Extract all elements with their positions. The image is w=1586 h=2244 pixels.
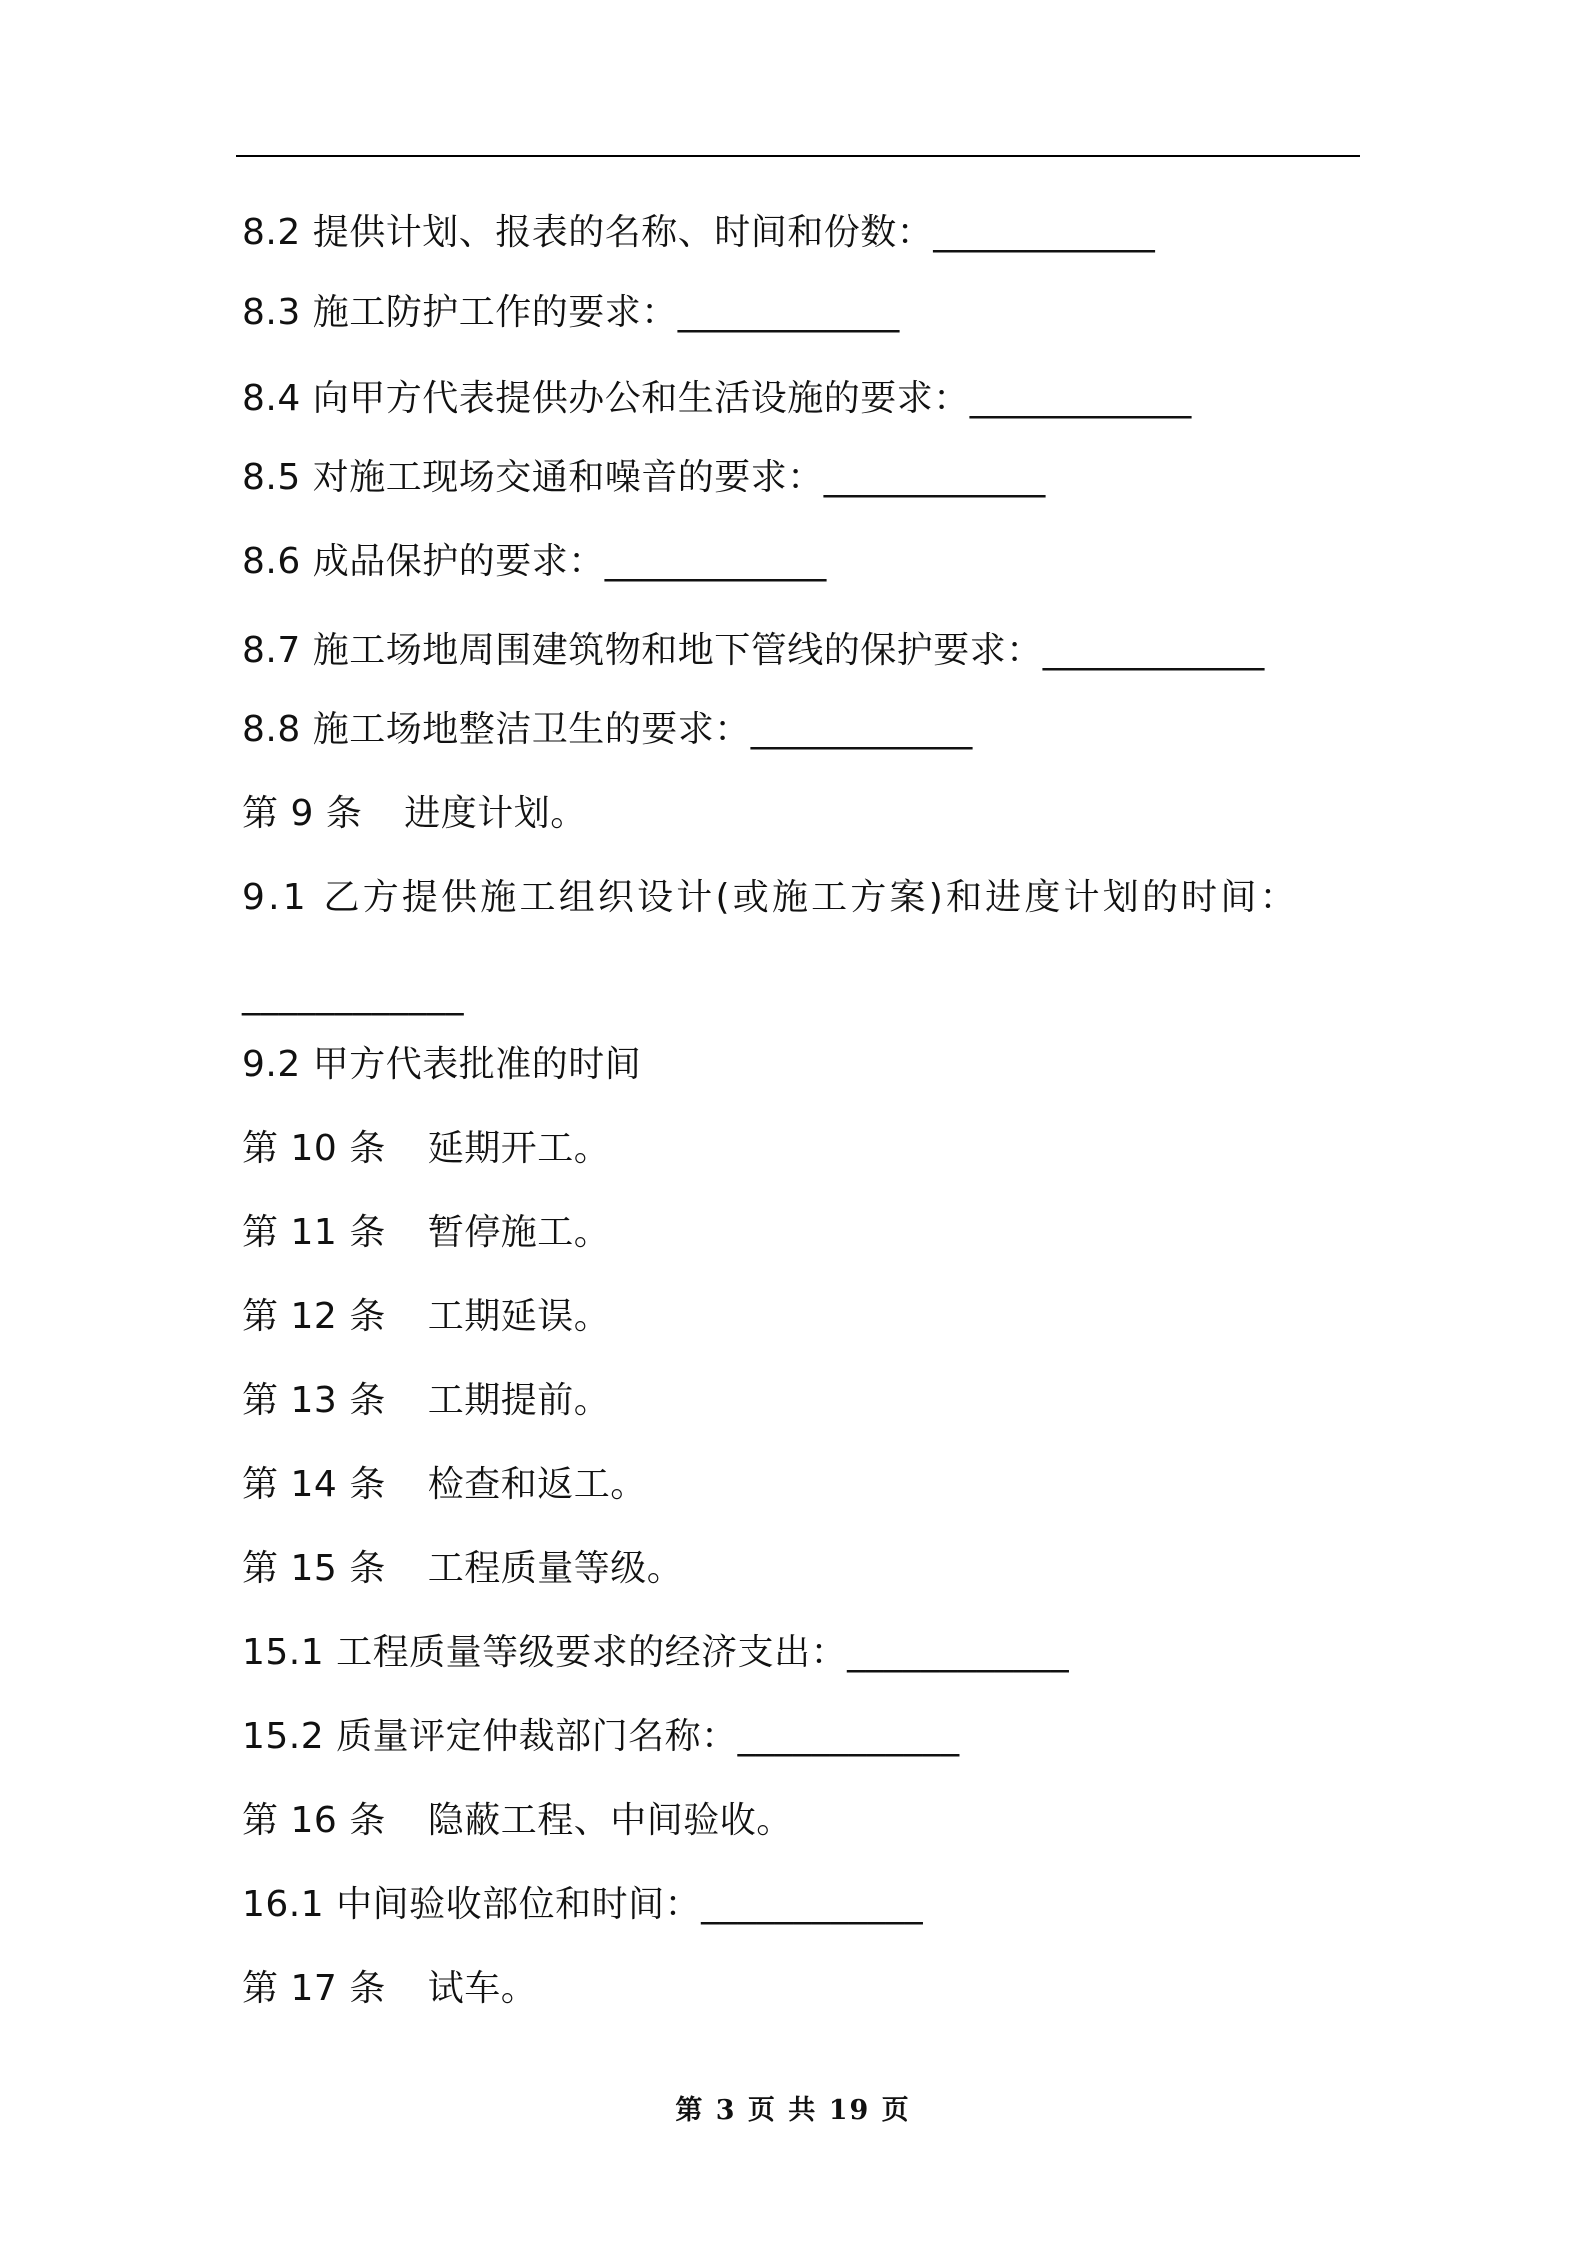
article-number: 第 9 条 [242, 793, 363, 834]
article-title: 进度计划。 [404, 793, 587, 834]
article-13 [242, 1379, 610, 1423]
clause-8-7: 8.7 施工场地周围建筑物和地下管线的保护要求：____________ [242, 630, 1265, 671]
clause-8-6: 8.6 成品保护的要求：____________ [242, 541, 827, 582]
article-title: 隐蔽工程、中间验收。 [427, 1800, 793, 1841]
article-title: 延期开工。 [427, 1128, 611, 1169]
article-number: 第 10 条 [242, 1128, 386, 1169]
article-title: 试车。 [427, 1968, 538, 2009]
clause-8-8: 8.8 施工场地整洁卫生的要求：____________ [242, 709, 973, 750]
article-11 [242, 1211, 610, 1255]
article-number: 第 13 条 [242, 1380, 386, 1421]
clause-8-2: 8.2 提供计划、报表的名称、时间和份数：____________ [242, 212, 1156, 253]
clause-15-2: 15.2 质量评定仲裁部门名称：____________ [242, 1716, 960, 1757]
clause-8-4: 8.4 向甲方代表提供办公和生活设施的要求：____________ [242, 378, 1192, 419]
article-title: 工程质量等级。 [427, 1548, 684, 1589]
article-12 [242, 1295, 610, 1339]
clause-8-3: 8.3 施工防护工作的要求：____________ [242, 292, 900, 333]
article-14 [242, 1463, 647, 1507]
article-number: 第 14 条 [242, 1464, 386, 1505]
article-9 [242, 792, 587, 836]
header-rule [236, 155, 1360, 157]
article-number: 第 17 条 [242, 1968, 386, 2009]
article-title: 工期延误。 [427, 1296, 611, 1337]
clause-9-2: 9.2 甲方代表批准的时间 [242, 1044, 642, 1085]
article-title: 检查和返工。 [427, 1464, 647, 1505]
article-number: 第 11 条 [242, 1212, 386, 1253]
clause-16-1: 16.1 中间验收部位和时间：____________ [242, 1884, 924, 1925]
clause-15-1: 15.1 工程质量等级要求的经济支出：____________ [242, 1632, 1070, 1673]
article-number: 第 12 条 [242, 1296, 386, 1337]
article-number: 第 15 条 [242, 1548, 386, 1589]
clause-8-5: 8.5 对施工现场交通和噪音的要求：____________ [242, 457, 1046, 498]
article-title: 暂停施工。 [427, 1212, 611, 1253]
article-10 [242, 1127, 610, 1171]
clause-9-1-blank: ____________ [242, 975, 464, 1016]
article-number: 第 16 条 [242, 1800, 386, 1841]
article-title: 工期提前。 [427, 1380, 611, 1421]
page-number: 第 3 页 共 19 页 [675, 2095, 911, 2126]
article-17 [242, 1967, 537, 2011]
article-16 [242, 1799, 793, 1843]
clause-9-1: 9.1 乙方提供施工组织设计(或施工方案)和进度计划的时间： [242, 877, 1299, 918]
article-15 [242, 1547, 683, 1591]
